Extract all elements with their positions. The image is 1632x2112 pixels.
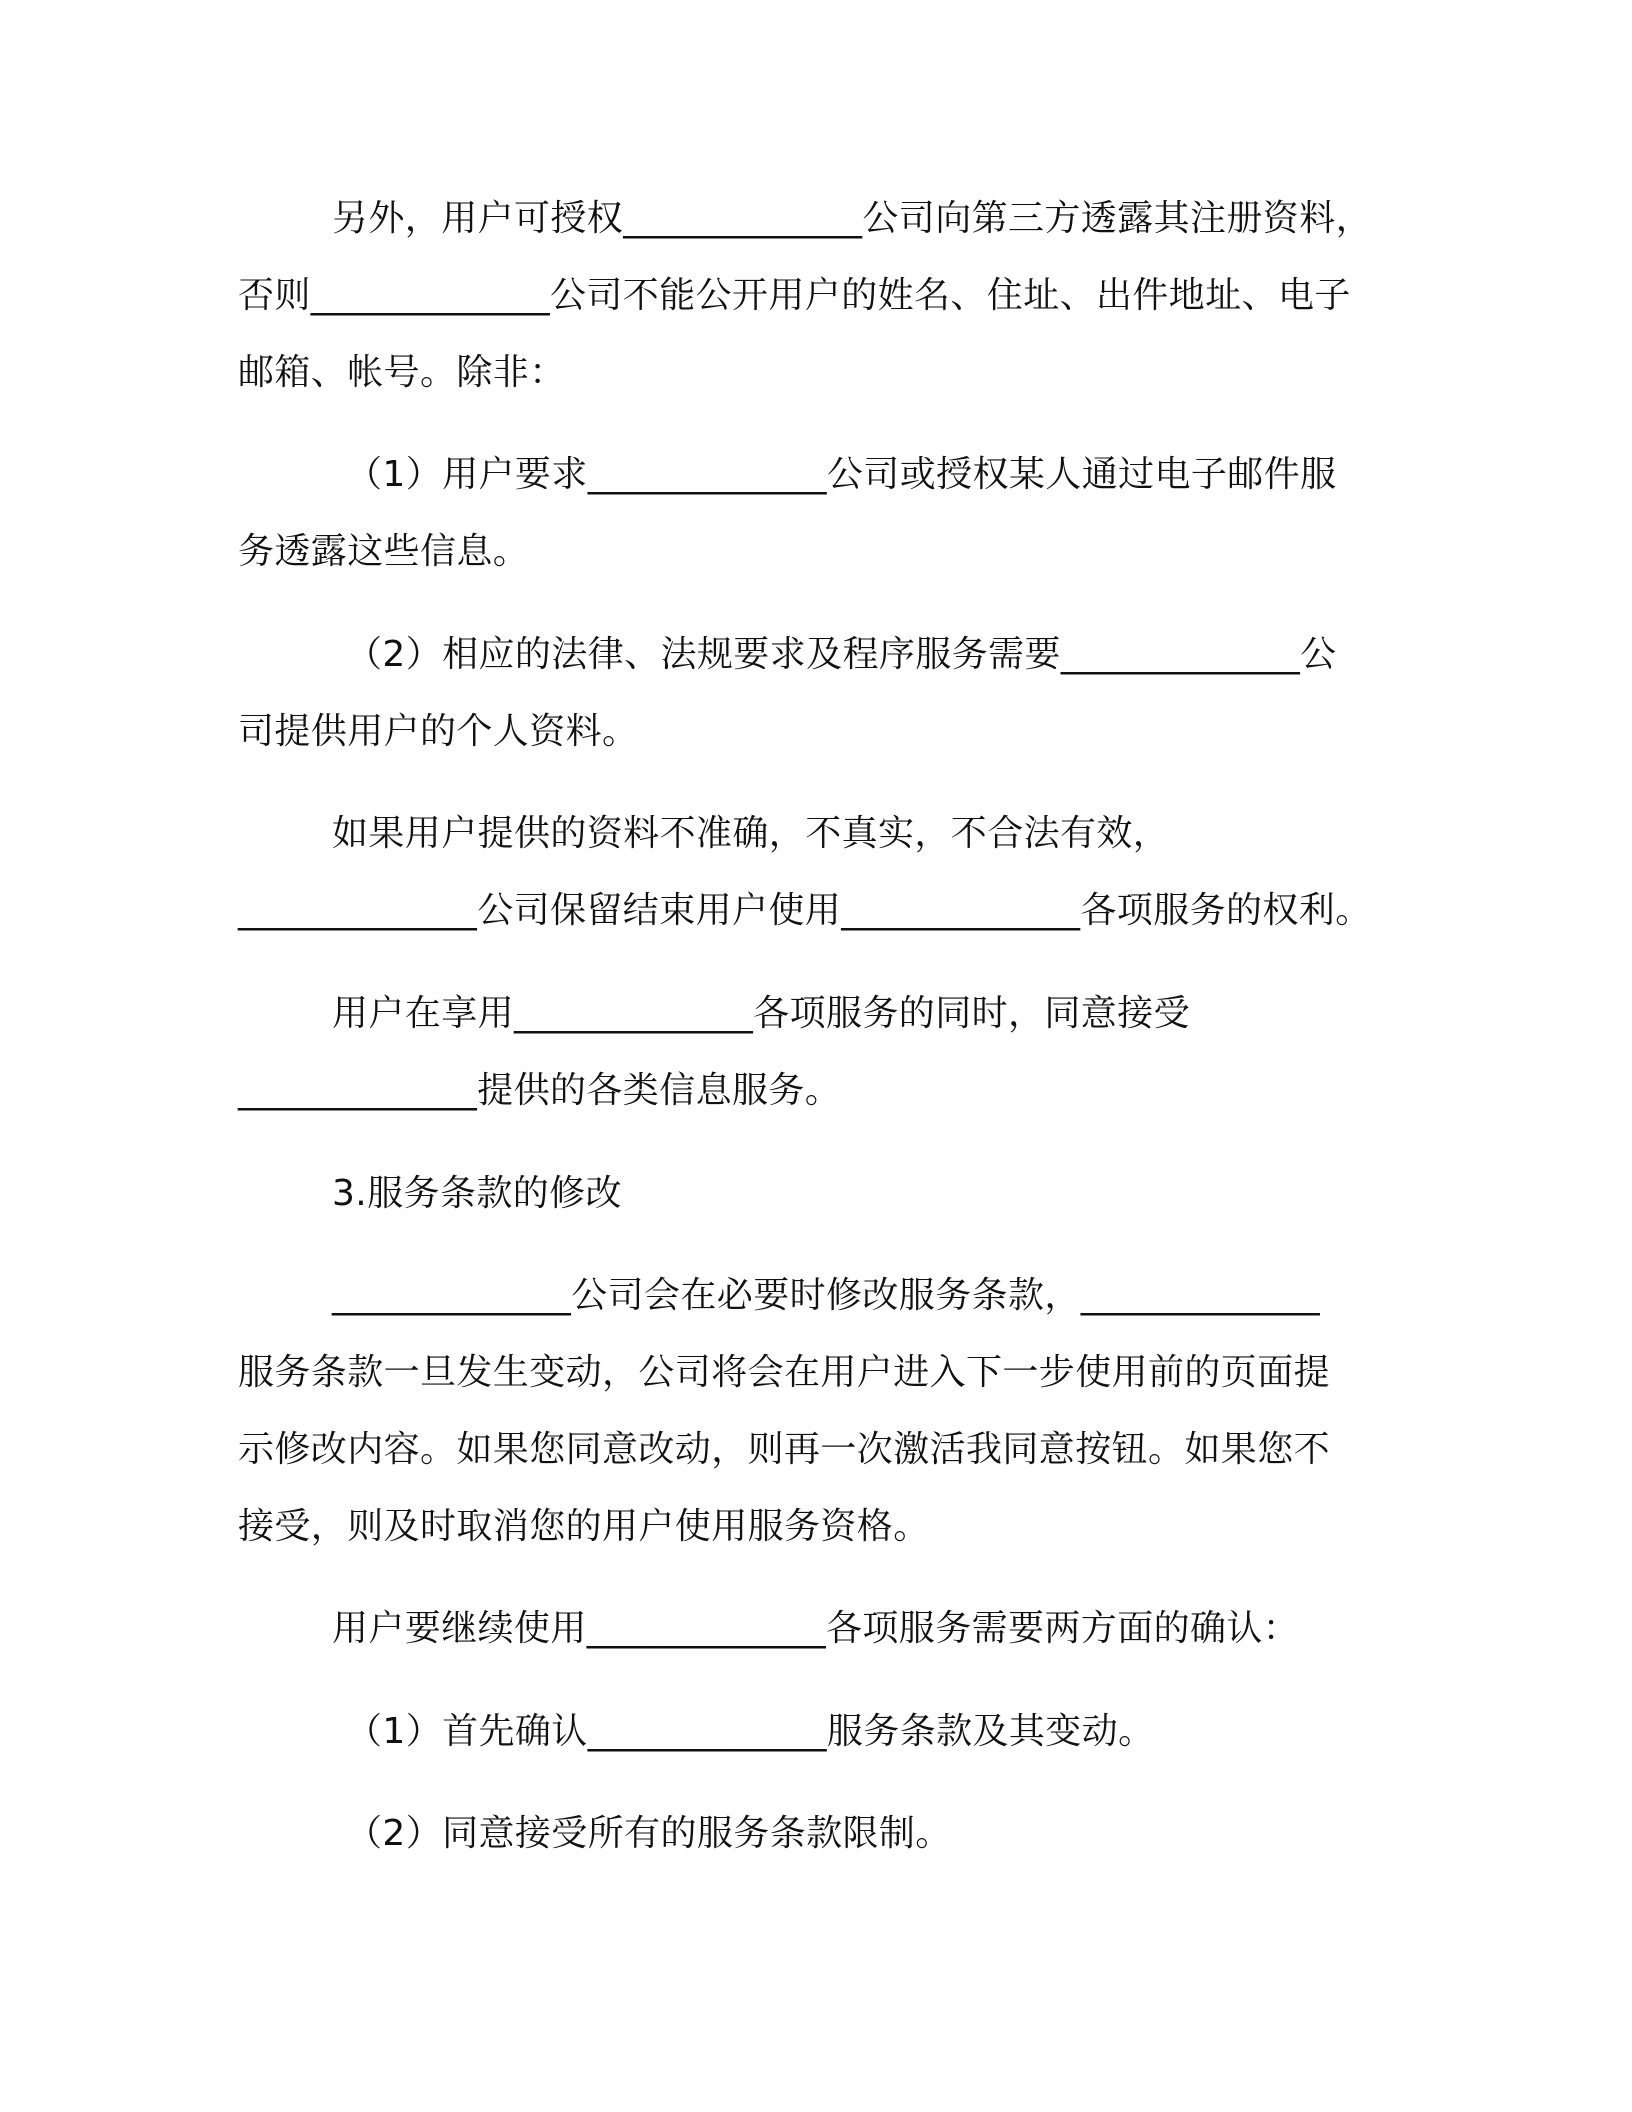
paragraph-accuracy-line-1: 如果用户提供的资料不准确，不真实，不合法有效， (332, 813, 1170, 854)
paragraph-accuracy-line-2: _____________公司保留结束用户使用_____________各项服务的权利。 (238, 890, 1372, 931)
paragraph-authorize-line-2: 否则_____________公司不能公开用户的姓名、住址、出件地址、电子 (238, 275, 1351, 316)
paragraph-services-line-1: 用户在享用_____________各项服务的同时，同意接受 (332, 993, 1191, 1034)
paragraph-services-line-2: _____________提供的各类信息服务。 (238, 1070, 842, 1111)
paragraph-modification-line-3: 示修改内容。如果您同意改动，则再一次激活我同意按钮。如果您不 (238, 1429, 1331, 1470)
paragraph-authorize-line-3: 邮箱、帐号。除非： (238, 352, 566, 393)
confirmation-item-1: （1）首先确认_____________服务条款及其变动。 (346, 1711, 1155, 1752)
clause-2-line-2: 司提供用户的个人资料。 (238, 711, 639, 752)
section-heading-terms-modification: 3.服务条款的修改 (332, 1173, 622, 1214)
clause-1-line-1: （1）用户要求_____________公司或授权某人通过电子邮件服 (346, 454, 1337, 495)
paragraph-confirmation-line-1: 用户要继续使用_____________各项服务需要两方面的确认： (332, 1608, 1300, 1649)
confirmation-item-2: （2）同意接受所有的服务条款限制。 (346, 1813, 952, 1854)
paragraph-modification-line-1: _____________公司会在必要时修改服务条款，_____________ (332, 1275, 1320, 1316)
paragraph-authorize-line-1: 另外，用户可授权_____________公司向第三方透露其注册资料， (332, 198, 1373, 239)
paragraph-modification-line-4: 接受，则及时取消您的用户使用服务资格。 (238, 1506, 930, 1547)
paragraph-modification-line-2: 服务条款一旦发生变动，公司将会在用户进入下一步使用前的页面提 (238, 1352, 1331, 1393)
clause-1-line-2: 务透露这些信息。 (238, 531, 530, 572)
clause-2-line-1: （2）相应的法律、法规要求及程序服务需要_____________公 (346, 634, 1337, 675)
